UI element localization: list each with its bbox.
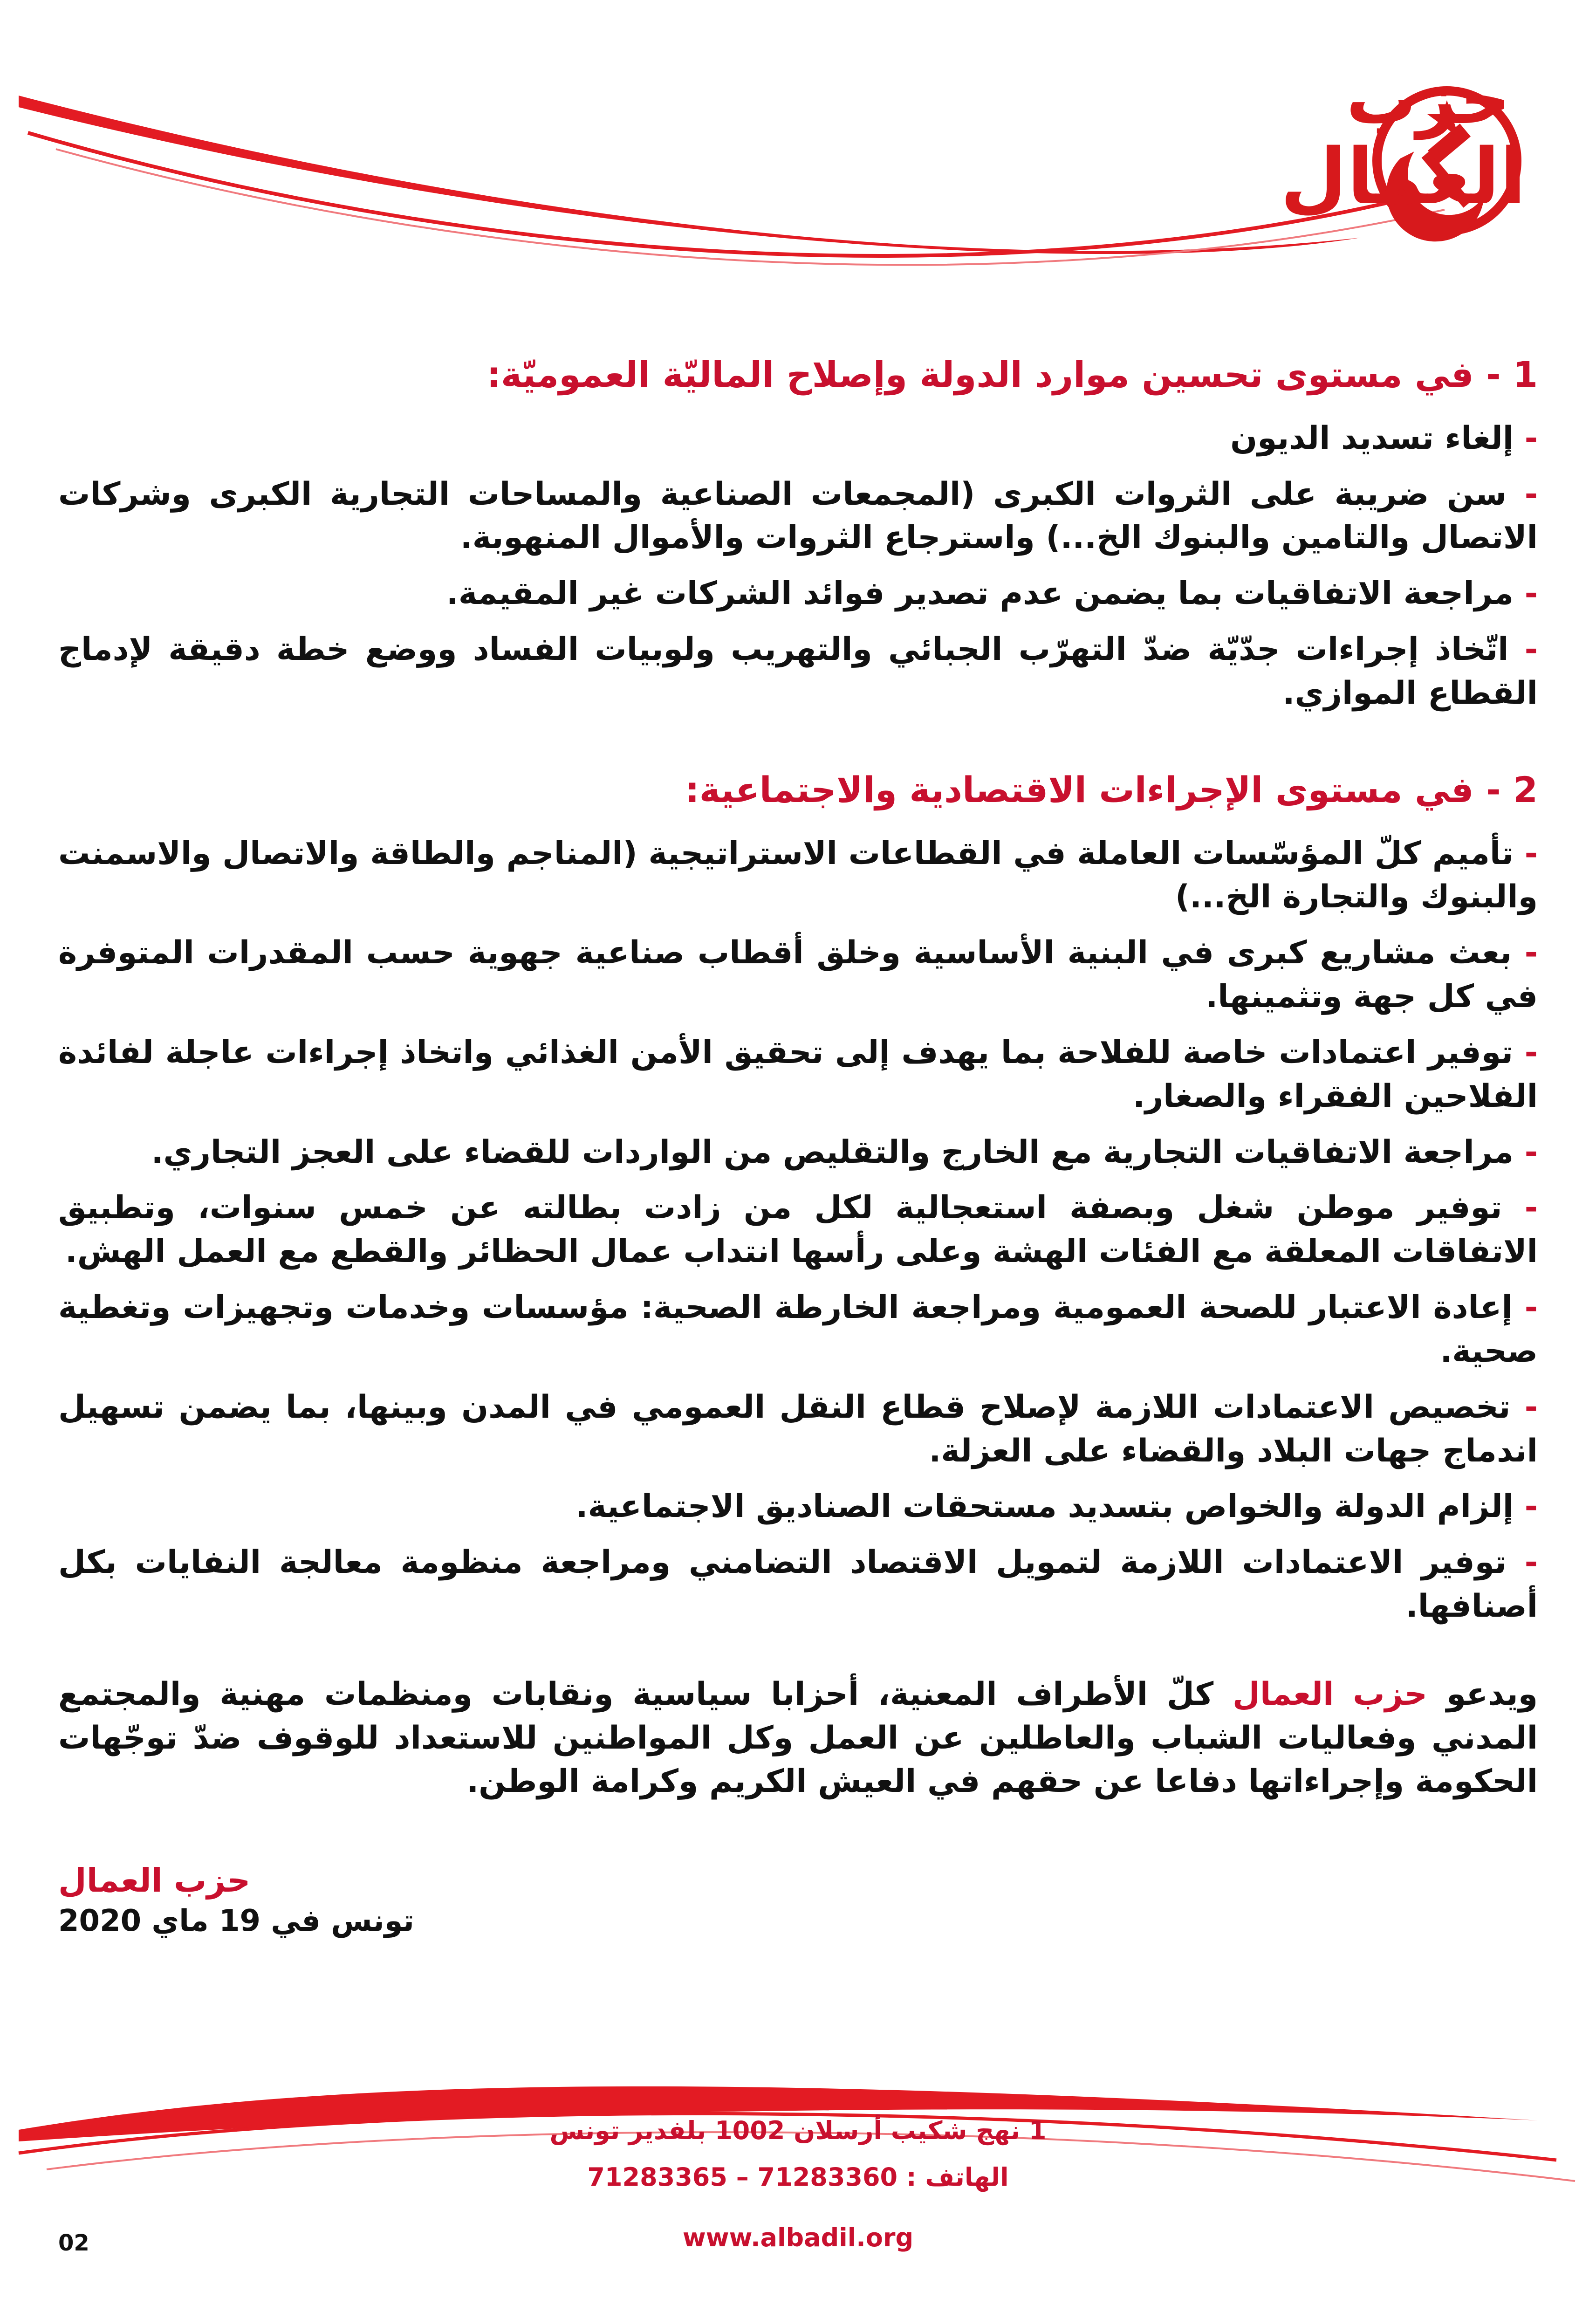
list-item [58, 1386, 1538, 1473]
header-swoosh-band [19, 96, 1361, 254]
list-item-text: توفير اعتمادات خاصة للفلاحة بما يهدف إلى تحقيق الأمن الغذائي واتخاذ إجراءات عاجلة لفائدة الفلاحين الفقراء والصغار. [58, 1034, 1538, 1115]
section-2-title: 2 - في مستوى الإجراءات الاقتصادية والاجتماعية: [685, 768, 1538, 810]
bullet-dash: - [1524, 835, 1538, 872]
signature-block [58, 1859, 1538, 1941]
document-body [58, 352, 1538, 1941]
list-item [58, 572, 1538, 616]
list-item-text: تخصيص الاعتمادات اللازمة لإصلاح قطاع النقل العمومي في المدن وبينها، بما يضمن تسهيل اندماج جهات البلاد والقضاء على العزلة. [58, 1388, 1538, 1469]
bullet-dash: - [1524, 1189, 1538, 1227]
list-item [58, 832, 1538, 919]
list-item [58, 1131, 1538, 1174]
list-item [58, 1286, 1538, 1373]
list-item [58, 1541, 1538, 1628]
closing-text-end: كلّ الأطراف المعنية، أحزابا سياسية ونقابات ومنظمات مهنية والمجتمع المدني وفعاليات الشباب والعاطلين عن العمل وكل المواطنين للاستعداد للوقوف ضدّ توجّهات الحكومة وإجراءاتها دفاعا عن حقهم في العيش الكريم وكرامة الوطن. [58, 1675, 1538, 1800]
list-item [58, 1186, 1538, 1274]
list-item [58, 931, 1538, 1019]
list-item-text: توفير الاعتمادات اللازمة لتمويل الاقتصاد التضامني ومراجعة منظومة معالجة النفايات بكل أصنافها. [58, 1544, 1538, 1625]
closing-party-name: حزب العمال [1233, 1675, 1427, 1713]
list-item [58, 417, 1538, 460]
closing-text-start: ويدعو [1427, 1675, 1538, 1713]
signature-place-date: تونس في 19 ماي 2020 [58, 1904, 414, 1939]
list-item-text: مراجعة الاتفاقيات بما يضمن عدم تصدير فوائد الشركات غير المقيمة. [446, 575, 1514, 612]
closing-paragraph [58, 1673, 1538, 1804]
bullet-dash: - [1524, 934, 1538, 972]
bullet-dash: - [1524, 1133, 1538, 1171]
list-item-text: إلزام الدولة والخواص بتسديد مستحقات الصناديق الاجتماعية. [575, 1488, 1514, 1525]
list-item [58, 1031, 1538, 1118]
list-item-text: بعث مشاريع كبرى في البنية الأساسية وخلق أقطاب صناعية جهوية حسب المقدرات المتوفرة في كل جهة وتثمينها. [58, 934, 1538, 1015]
bullet-dash: - [1524, 1034, 1538, 1071]
bullet-dash: - [1524, 575, 1538, 612]
bullet-dash: - [1524, 1289, 1538, 1326]
section-spacer [58, 727, 1538, 767]
logo-wordmark [1280, 59, 1526, 221]
footer-website-link[interactable]: www.albadil.org [682, 2223, 914, 2252]
list-item-text: إلغاء تسديد الديون [1230, 419, 1514, 457]
list-item-text: اتّخاذ إجراءات جدّيّة ضدّ التهرّب الجبائي والتهريب ولوبيات الفساد ووضع خطة دقيقة لإدماج القطاع الموازي. [58, 631, 1538, 712]
list-item [58, 628, 1538, 715]
list-item-text: مراجعة الاتفاقيات التجارية مع الخارج والتقليص من الواردات للقضاء على العجز التجاري. [151, 1133, 1514, 1171]
logo-line-1: حزب [1346, 59, 1511, 140]
bullet-dash: - [1524, 1488, 1538, 1525]
bullet-dash: - [1524, 419, 1538, 457]
page-number: 02 [58, 2230, 89, 2256]
bullet-dash: - [1524, 1544, 1538, 1581]
list-item-text: إعادة الاعتبار للصحة العمومية ومراجعة الخارطة الصحية: مؤسسات وخدمات وتجهيزات وتغطية صحية. [58, 1289, 1538, 1370]
signature-name: حزب العمال [58, 1861, 251, 1900]
bullet-dash: - [1524, 475, 1538, 513]
footer-address: 1 نهج شكيب أرسلان 1002 بلفدير تونس [549, 2116, 1047, 2145]
bullet-dash: - [1524, 1388, 1538, 1426]
list-item-text: توفير موطن شغل وبصفة استعجالية لكل من زادت بطالته عن خمس سنوات، وتطبيق الاتفاقات المعلقة مع الفئات الهشة وعلى رأسها انتداب عمال الحظائر والقطع مع العمل الهش. [58, 1189, 1538, 1270]
list-item-text: تأميم كلّ المؤسّسات العاملة في القطاعات الاستراتيجية (المناجم والطاقة والاتصال والاسمنت والبنوك والتجارة الخ...) [58, 835, 1538, 916]
list-item-text: سن ضريبة على الثروات الكبرى (المجمعات الصناعية والمساحات التجارية الكبرى وشركات الاتصال والتامين والبنوك الخ...) واسترجاع الثروات والأموال المنهوبة. [58, 475, 1538, 556]
section-1-title: 1 - في مستوى تحسين موارد الدولة وإصلاح الماليّة العموميّة: [486, 354, 1538, 395]
list-item [58, 473, 1538, 560]
list-item [58, 1485, 1538, 1529]
bullet-dash: - [1524, 631, 1538, 668]
logo-line-2: العمال [1280, 131, 1526, 221]
footer-phone: الهاتف : 71283360 – 71283365 [587, 2162, 1009, 2192]
